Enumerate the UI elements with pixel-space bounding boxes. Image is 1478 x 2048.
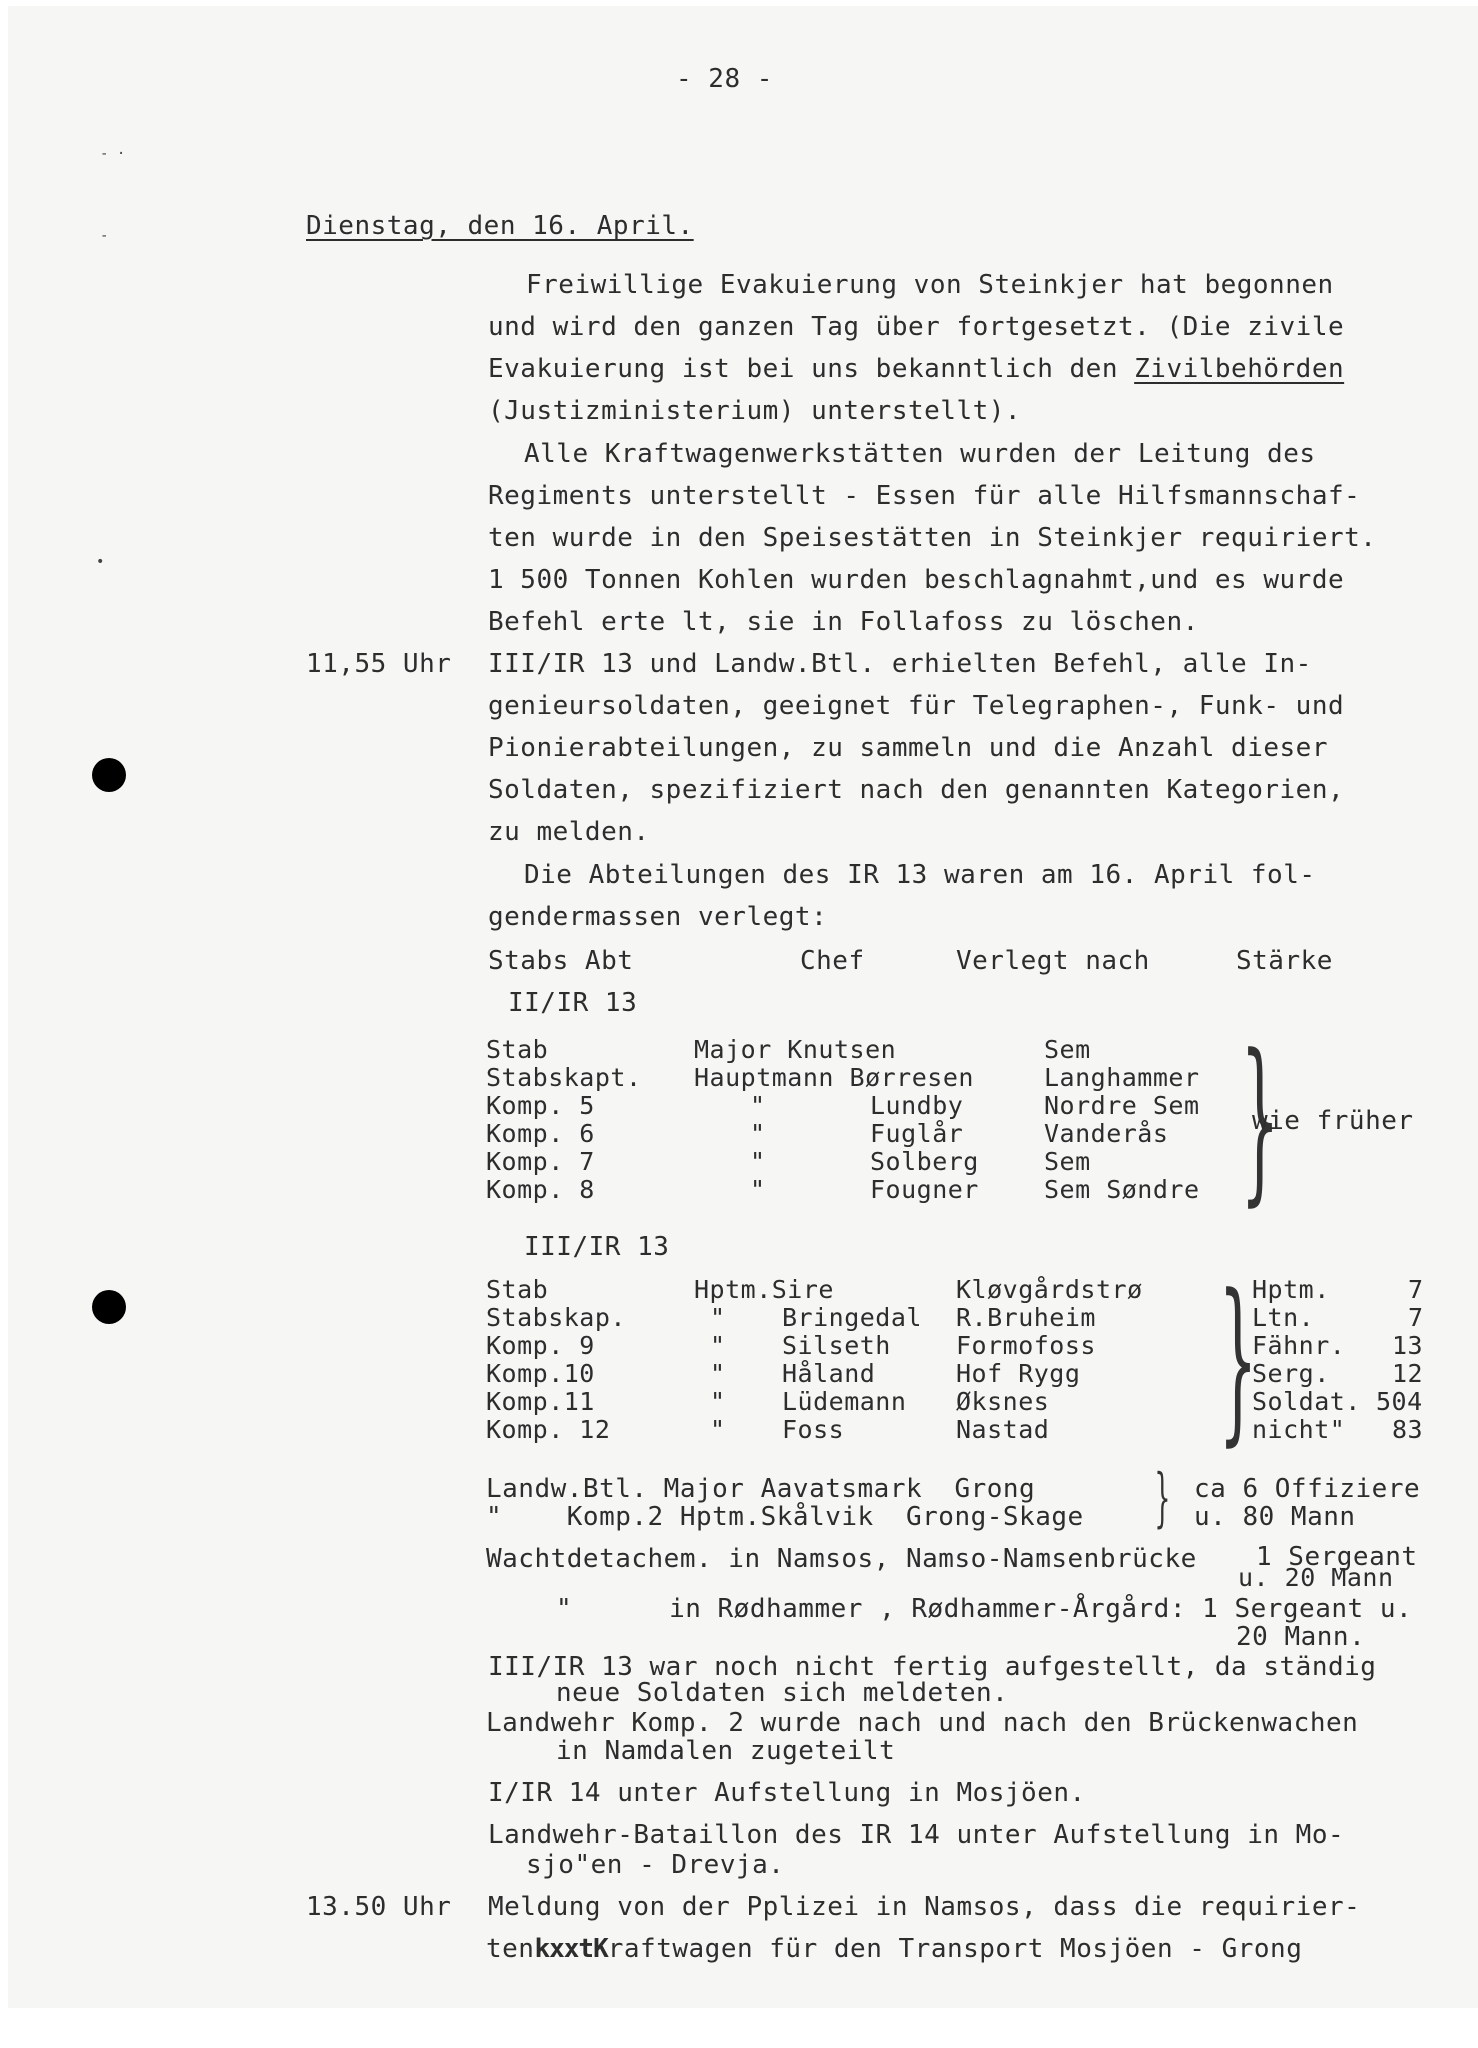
landwehr-strength: ca 6 Offiziere: [1194, 1474, 1421, 1504]
punch-hole: [92, 758, 126, 792]
table-cell: Komp. 5: [486, 1091, 595, 1120]
guard-line: " in Rødhammer , Rødhammer-Årgård: 1 Sergeant u.: [556, 1594, 1413, 1624]
table-cell: Hptm.Sire: [694, 1275, 834, 1304]
table-cell: Øksnes: [956, 1387, 1050, 1416]
brace-bracket: }: [1240, 1017, 1280, 1222]
paragraph-line: tenkxxtKraftwagen für den Transport Mosjöen - Grong: [486, 1934, 1303, 1964]
paragraph-line: Die Abteilungen des IR 13 waren am 16. April fol-: [524, 860, 1316, 890]
paragraph-line: Regiments unterstellt - Essen für alle Hilfsmannschaf-: [488, 481, 1361, 511]
margin-mark: - ·: [100, 146, 126, 162]
note-line: Landwehr-Bataillon des IR 14 unter Aufstellung in Mo-: [488, 1820, 1345, 1850]
paragraph-line: ten wurde in den Speisestätten in Steinkjer requiriert.: [488, 523, 1377, 553]
table-cell: 7: [1408, 1303, 1424, 1332]
ditto-mark: ": [710, 1359, 726, 1388]
brace-bracket: }: [1218, 1257, 1258, 1462]
table-cell: Nordre Sem: [1044, 1091, 1200, 1120]
note-line: III/IR 13 war noch nicht fertig aufgestellt, da ständig: [488, 1652, 1377, 1682]
table-cell: Kløvgårdstrø: [956, 1275, 1143, 1304]
paragraph-line: Meldung von der Pplizei in Namsos, dass die requirier-: [488, 1892, 1361, 1922]
table-cell: Komp. 12: [486, 1415, 611, 1444]
table-cell: Komp.11: [486, 1387, 595, 1416]
paragraph-line: Freiwillige Evakuierung von Steinkjer hat begonnen: [526, 270, 1334, 300]
table-cell: 83: [1392, 1415, 1424, 1444]
guard-strength: u. 20 Mann: [1238, 1563, 1394, 1592]
table-header-location: Verlegt nach: [956, 946, 1150, 976]
strength-note: wie früher: [1252, 1106, 1414, 1136]
ditto-mark: ": [750, 1091, 766, 1120]
guard-strength: 20 Mann.: [1236, 1622, 1366, 1652]
table-cell: Major Knutsen: [694, 1035, 897, 1064]
paragraph-line: Befehl erte lt, sie in Follafoss zu löschen.: [488, 607, 1199, 637]
table-cell: Stabskap.: [486, 1303, 626, 1332]
table-cell: Soldat.: [1252, 1387, 1361, 1416]
table-cell: Fähnr.: [1252, 1331, 1346, 1360]
paragraph-line: genieursoldaten, geeignet für Telegraphen-, Funk- und: [488, 691, 1345, 721]
paragraph-line: und wird den ganzen Tag über fortgesetzt. (Die zivile: [488, 312, 1345, 342]
table-cell: Komp.10: [486, 1359, 595, 1388]
note-line: Landwehr Komp. 2 wurde nach und nach den Brückenwachen: [486, 1708, 1359, 1738]
table-cell: Stab: [486, 1035, 549, 1064]
table-cell: Sem Søndre: [1044, 1175, 1200, 1204]
paragraph-line: Soldaten, spezifiziert nach den genannten Kategorien,: [488, 775, 1345, 805]
ditto-mark: ": [710, 1415, 726, 1444]
brace-bracket: }: [1154, 1461, 1171, 1535]
struck-over-text: kxxtK: [534, 1934, 608, 1964]
ditto-mark: ": [750, 1175, 766, 1204]
table-cell: 7: [1408, 1275, 1424, 1304]
note-line: I/IR 14 unter Aufstellung in Mosjöen.: [488, 1778, 1086, 1808]
table-cell: Håland: [782, 1359, 876, 1388]
table-header-chef: Chef: [800, 946, 865, 976]
table-cell: Silseth: [782, 1331, 891, 1360]
date-heading: Dienstag, den 16. April.: [306, 211, 694, 241]
landwehr-strength: u. 80 Mann: [1194, 1502, 1356, 1532]
table-cell: Serg.: [1252, 1359, 1330, 1388]
table-cell: Hof Rygg: [956, 1359, 1081, 1388]
table-cell: Stabskapt.: [486, 1063, 642, 1092]
battalion-title: II/IR 13: [508, 988, 638, 1018]
table-cell: Hauptmann Børresen: [694, 1063, 974, 1092]
paragraph-line: III/IR 13 und Landw.Btl. erhielten Befehl, alle In-: [488, 649, 1312, 679]
table-cell: 504: [1376, 1387, 1423, 1416]
paragraph-line: 1 500 Tonnen Kohlen wurden beschlagnahmt,und es wurde: [488, 565, 1345, 595]
battalion-title: III/IR 13: [524, 1232, 670, 1262]
margin-mark: -: [100, 228, 109, 244]
page-number: - 28 -: [676, 64, 773, 94]
table-cell: Vanderås: [1044, 1119, 1169, 1148]
table-cell: Foss: [782, 1415, 845, 1444]
paragraph-line: Alle Kraftwagenwerkstätten wurden der Leitung des: [524, 439, 1316, 469]
landwehr-line: " Komp.2 Hptm.Skålvik Grong-Skage: [486, 1502, 1084, 1532]
table-cell: Fougner: [870, 1175, 979, 1204]
ditto-mark: ": [710, 1331, 726, 1360]
margin-mark: •: [96, 554, 105, 570]
paragraph-line: (Justizministerium) unterstellt).: [488, 396, 1022, 426]
underlined-word: Zivilbehörden: [1134, 354, 1345, 384]
note-line: neue Soldaten sich meldeten.: [556, 1678, 1009, 1708]
ditto-mark: ": [710, 1303, 726, 1332]
table-header-strength: Stärke: [1236, 946, 1333, 976]
guard-line: Wachtdetachem. in Namsos, Namso-Namsenbrücke: [486, 1544, 1197, 1574]
table-cell: Ltn.: [1252, 1303, 1315, 1332]
time-entry: 11,55 Uhr: [306, 649, 452, 679]
table-cell: Komp. 8: [486, 1175, 595, 1204]
landwehr-line: Landw.Btl. Major Aavatsmark Grong: [486, 1474, 1036, 1504]
paragraph-line: gendermassen verlegt:: [488, 902, 828, 932]
paragraph-line: zu melden.: [488, 817, 650, 847]
table-cell: R.Bruheim: [956, 1303, 1096, 1332]
ditto-mark: ": [750, 1119, 766, 1148]
ditto-mark: ": [750, 1147, 766, 1176]
table-cell: Solberg: [870, 1147, 979, 1176]
note-line: sjo"en - Drevja.: [526, 1850, 785, 1880]
table-cell: Fuglår: [870, 1119, 964, 1148]
paragraph-line: Pionierabteilungen, zu sammeln und die Anzahl dieser: [488, 733, 1328, 763]
table-header-unit: Stabs Abt: [488, 946, 634, 976]
document-page: [8, 6, 1478, 2008]
table-cell: Komp. 9: [486, 1331, 595, 1360]
punch-hole: [92, 1290, 126, 1324]
table-cell: 13: [1392, 1331, 1424, 1360]
table-cell: Lundby: [870, 1091, 964, 1120]
time-entry: 13.50 Uhr: [306, 1892, 452, 1922]
table-cell: Hptm.: [1252, 1275, 1330, 1304]
table-cell: Stab: [486, 1275, 549, 1304]
table-cell: Komp. 7: [486, 1147, 595, 1176]
table-cell: Sem: [1044, 1035, 1091, 1064]
table-cell: Bringedal: [782, 1303, 922, 1332]
table-cell: Sem: [1044, 1147, 1091, 1176]
table-cell: Formofoss: [956, 1331, 1096, 1360]
table-cell: Langhammer: [1044, 1063, 1200, 1092]
table-cell: Lüdemann: [782, 1387, 907, 1416]
guard-strength: 1 Sergeant: [1256, 1542, 1418, 1572]
table-cell: Komp. 6: [486, 1119, 595, 1148]
note-line: in Namdalen zugeteilt: [556, 1736, 896, 1766]
table-cell: Nastad: [956, 1415, 1050, 1444]
table-cell: nicht": [1252, 1415, 1346, 1444]
paragraph-line: Evakuierung ist bei uns bekanntlich den Zivilbehörden: [488, 354, 1345, 384]
ditto-mark: ": [710, 1387, 726, 1416]
table-cell: 12: [1392, 1359, 1424, 1388]
